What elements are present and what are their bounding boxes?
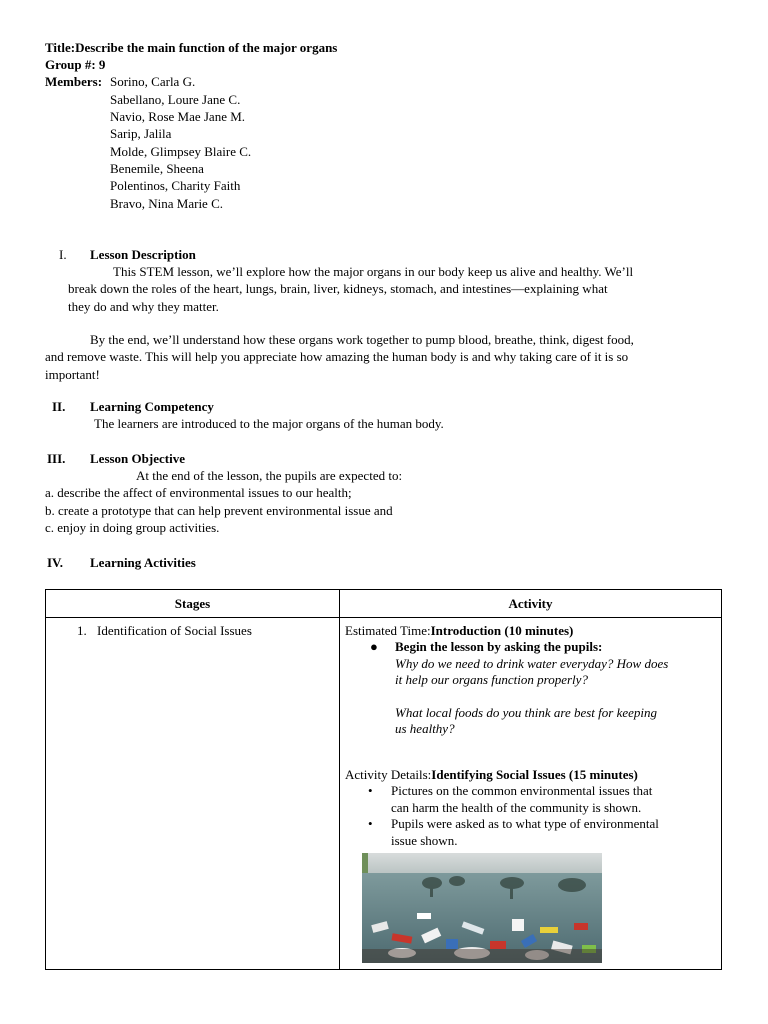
- competency-text: The learners are introduced to the major organs of the human body.: [94, 416, 444, 431]
- title-value: Describe the main function of the major organs: [75, 40, 338, 55]
- pollution-photo: [362, 853, 602, 963]
- estimated-time-line: [345, 622, 573, 639]
- estimated-time-prefix: Estimated Time:: [345, 623, 431, 638]
- objective-intro: At the end of the lesson, the pupils are expected to:: [136, 468, 403, 483]
- paragraph-line: important!: [45, 367, 100, 382]
- bullet-heading: Begin the lesson by asking the pupils:: [395, 639, 603, 654]
- paragraph-line: they do and why they matter.: [68, 299, 219, 314]
- paragraph-line: By the end, we’ll understand how these organs work together to pump blood, breathe, think, digest food,: [90, 332, 634, 347]
- section-numeral: I.: [59, 247, 67, 262]
- group-line: [45, 56, 105, 73]
- bullet-icon: ●: [370, 639, 378, 654]
- member-name: Sorino, Carla G.: [110, 74, 196, 89]
- pollution-photo-graphic: [362, 853, 602, 963]
- activity-details-title: Identifying Social Issues (15 minutes): [431, 767, 638, 782]
- bullet-line: can harm the health of the community is shown.: [391, 800, 642, 815]
- question-line: it help our organs function properly?: [395, 672, 588, 687]
- section-numeral: III.: [47, 451, 66, 466]
- members-label-text: Members:: [45, 74, 103, 89]
- paragraph-line: break down the roles of the heart, lungs, brain, liver, kidneys, stomach, and intestines—explaining what: [68, 281, 608, 296]
- stage-number: 1.: [77, 623, 87, 638]
- bullet-line: issue shown.: [391, 833, 458, 848]
- question-line: What local foods do you think are best for keeping: [395, 705, 657, 720]
- bullet-icon: •: [368, 783, 373, 798]
- member-name: Sabellano, Loure Jane C.: [110, 92, 241, 107]
- member-name: Sarip, Jalila: [110, 126, 172, 141]
- question-line: us healthy?: [395, 721, 455, 736]
- objective-item: c. enjoy in doing group activities.: [45, 520, 220, 535]
- group-label: Group #: 9: [45, 57, 106, 72]
- column-header-stages: Stages: [46, 590, 340, 618]
- activity-details-prefix: Activity Details:: [345, 767, 432, 782]
- objective-item: b. create a prototype that can help prevent environmental issue and: [45, 503, 393, 518]
- members-label: [45, 73, 102, 90]
- bullet-icon: •: [368, 816, 373, 831]
- paragraph-line: and remove waste. This will help you appreciate how amazing the human body is and why taking care of it is so: [45, 349, 629, 364]
- question-line: Why do we need to drink water everyday? How does: [395, 656, 669, 671]
- stage-cell: [46, 618, 340, 970]
- section-heading: Lesson Description: [90, 247, 196, 262]
- member-name: Navio, Rose Mae Jane M.: [110, 109, 246, 124]
- section-heading: Learning Competency: [90, 399, 214, 414]
- paragraph-line: This STEM lesson, we’ll explore how the major organs in our body keep us alive and healthy. We’ll: [113, 264, 634, 279]
- bullet-line: Pictures on the common environmental issues that: [391, 783, 653, 798]
- section-heading: Lesson Objective: [90, 451, 185, 466]
- member-name: Benemile, Sheena: [110, 161, 204, 176]
- bullet-line: Pupils were asked as to what type of environmental: [391, 816, 659, 831]
- activity-details-line: [345, 766, 638, 783]
- member-name: Polentinos, Charity Faith: [110, 178, 241, 193]
- member-name: Molde, Glimpsey Blaire C.: [110, 144, 252, 159]
- section-numeral: II.: [52, 399, 66, 414]
- column-header-activity: Activity: [340, 590, 722, 618]
- section-heading: Learning Activities: [90, 555, 196, 570]
- objective-item: a. describe the affect of environmental issues to our health;: [45, 485, 352, 500]
- title-label: Title:: [45, 40, 76, 55]
- section-numeral: IV.: [47, 555, 64, 570]
- title-line: [45, 39, 337, 56]
- member-name: Bravo, Nina Marie C.: [110, 196, 224, 211]
- table-header-row: [46, 590, 722, 618]
- stage-label: Identification of Social Issues: [97, 623, 252, 638]
- estimated-time-title: Introduction (10 minutes): [430, 623, 574, 638]
